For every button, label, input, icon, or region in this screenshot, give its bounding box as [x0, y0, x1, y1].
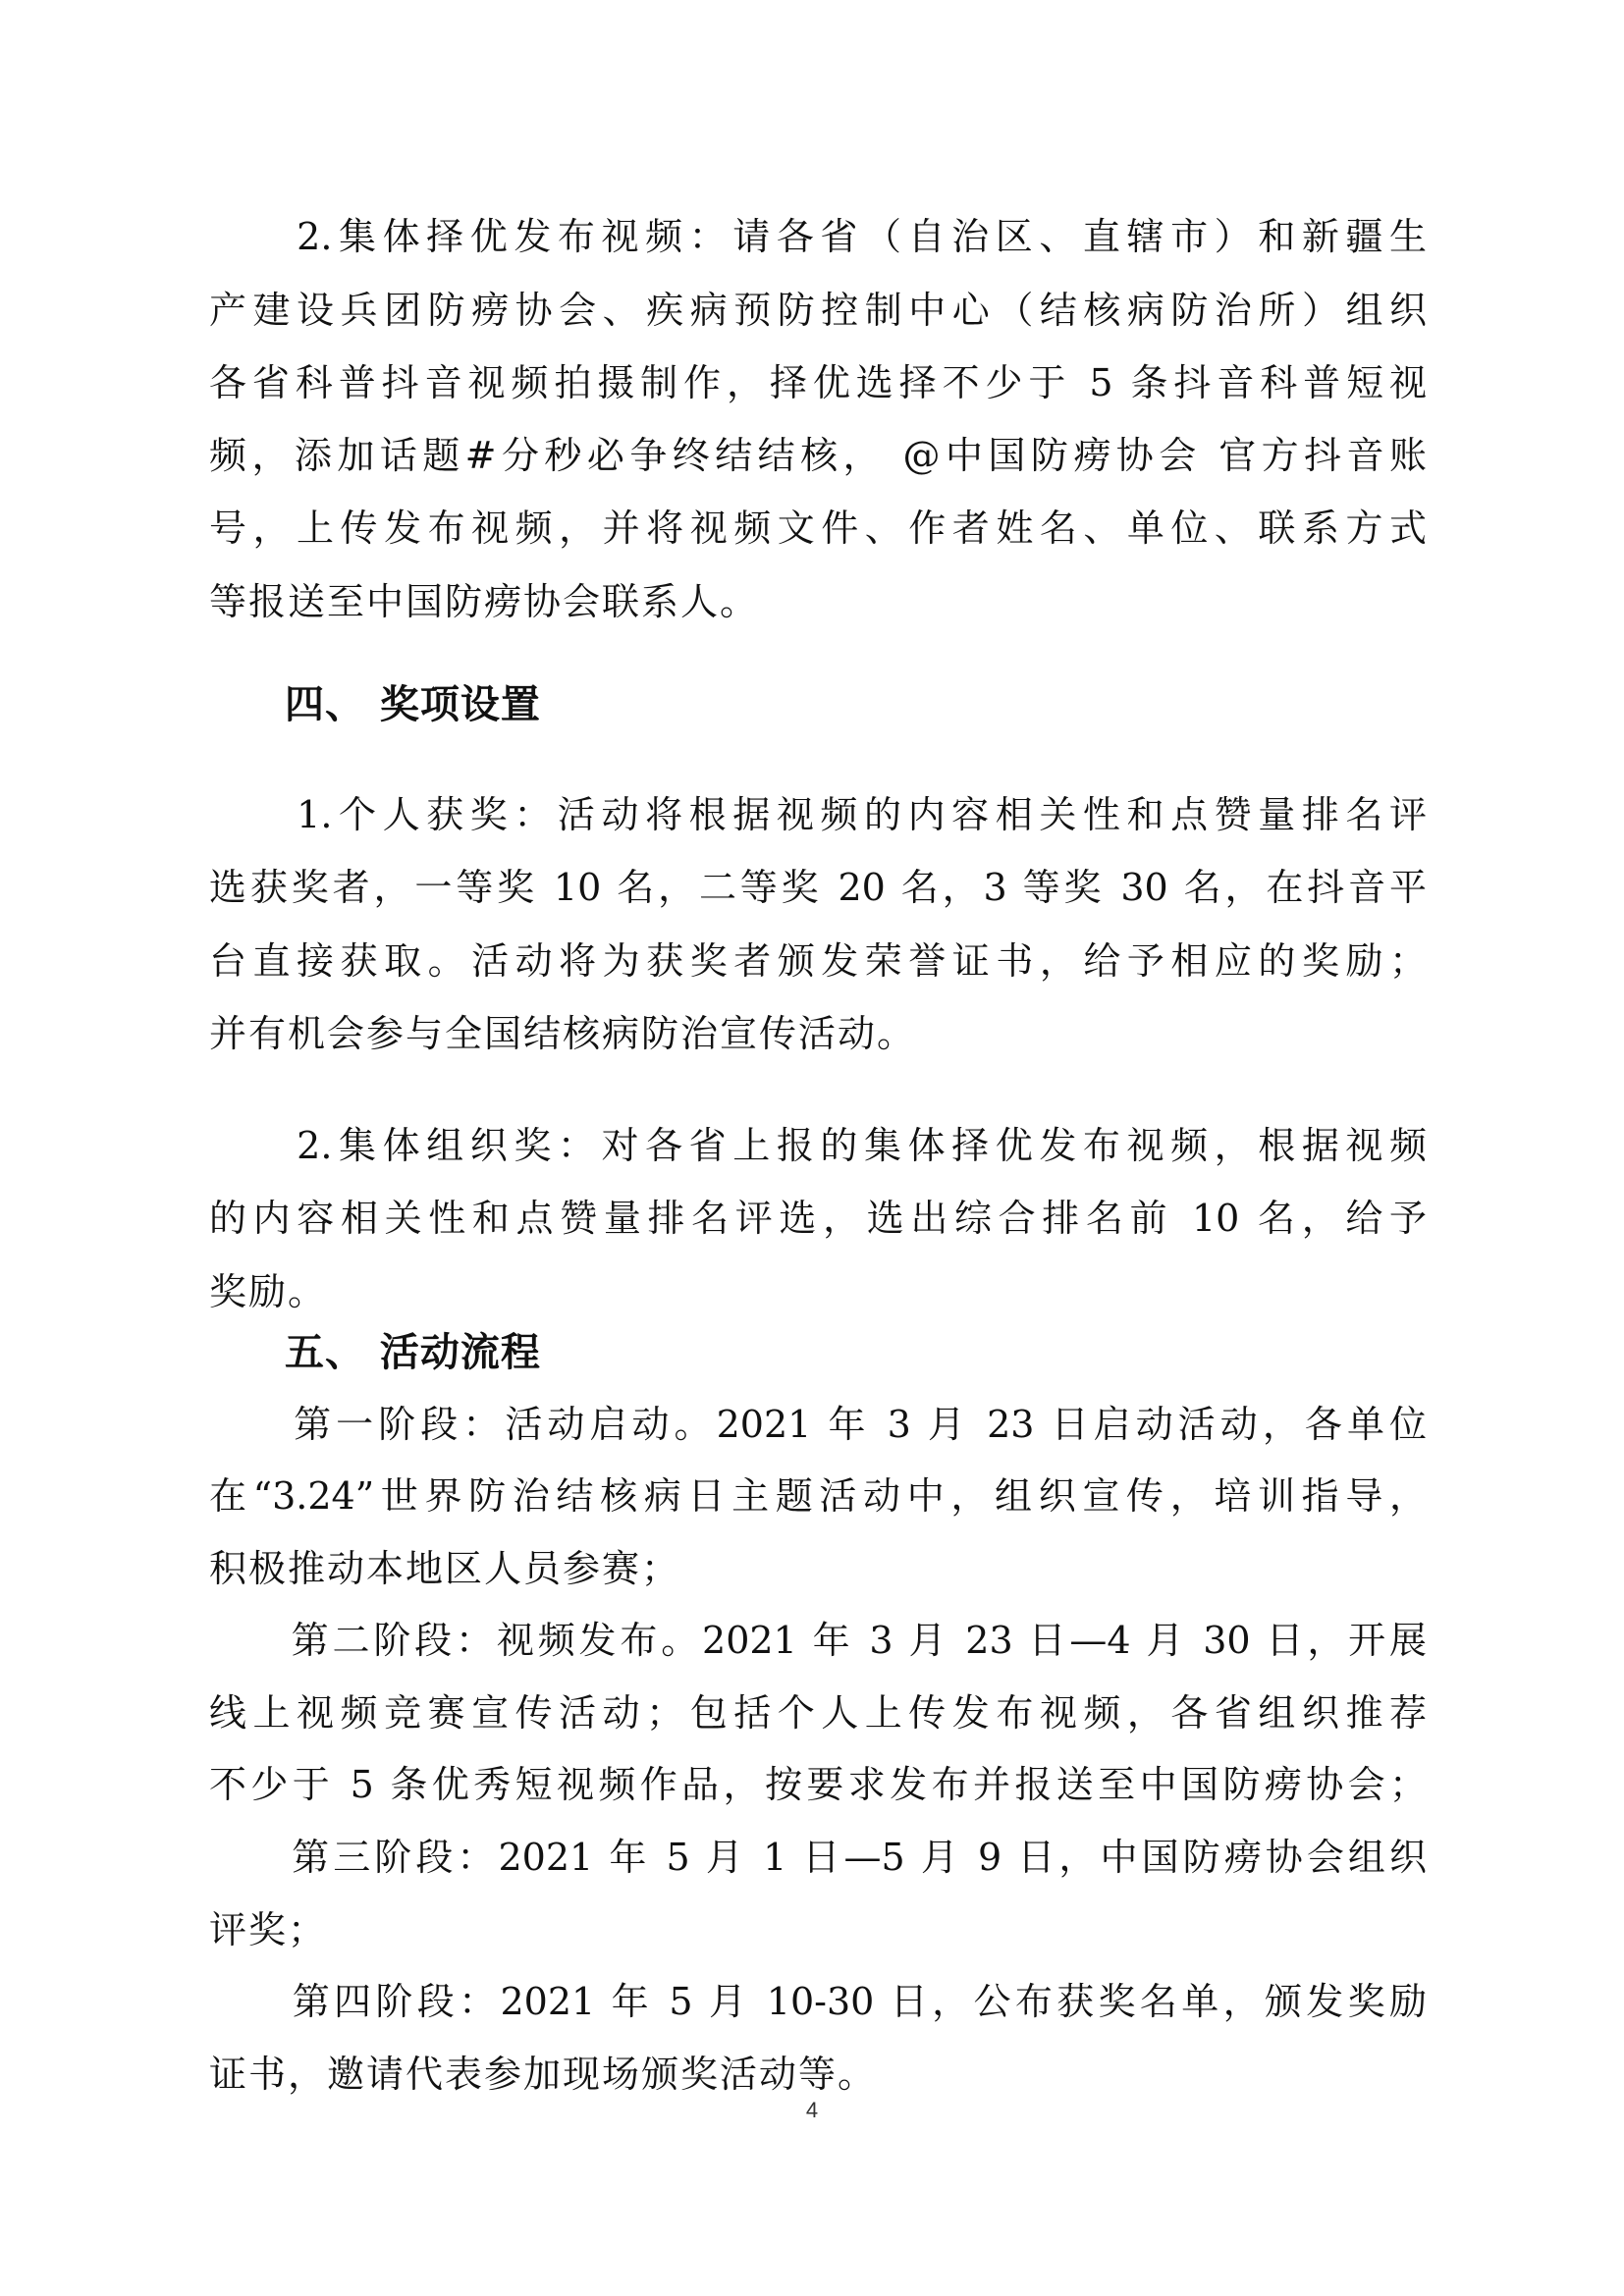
- paragraph-line: 第一阶段：活动启动。2021 年 3 月 23 日启动活动，各单位: [209, 1403, 1427, 1446]
- paragraph-line: 2.集体择优发布视频：请各省（自治区、直辖市）和新疆生: [209, 215, 1427, 258]
- paragraph-line: 等报送至中国防痨协会联系人。: [209, 580, 760, 623]
- paragraph-line: 台直接获取。活动将为获奖者颁发荣誉证书，给予相应的奖励；: [209, 939, 1427, 983]
- page-number: 4: [805, 2098, 819, 2122]
- paragraph-line: 不少于 5 条优秀短视频作品，按要求发布并报送至中国防痨协会；: [209, 1763, 1427, 1806]
- paragraph-line: 证书，邀请代表参加现场颁奖活动等。: [209, 2053, 878, 2096]
- paragraph-line: 号，上传发布视频，并将视频文件、作者姓名、单位、联系方式: [209, 507, 1427, 550]
- paragraph-line: 并有机会参与全国结核病防治宣传活动。: [209, 1012, 917, 1055]
- paragraph-line: 奖励。: [209, 1270, 328, 1313]
- paragraph-line: 第三阶段：2021 年 5 月 1 日—5 月 9 日，中国防痨协会组织: [209, 1836, 1427, 1879]
- paragraph-line: 1.个人获奖：活动将根据视频的内容相关性和点赞量排名评: [209, 793, 1427, 836]
- paragraph-line: 的内容相关性和点赞量排名评选，选出综合排名前 10 名，给予: [209, 1197, 1427, 1240]
- paragraph-line: 第二阶段：视频发布。2021 年 3 月 23 日—4 月 30 日，开展: [209, 1619, 1427, 1662]
- paragraph-line: 选获奖者，一等奖 10 名，二等奖 20 名，3 等奖 30 名，在抖音平: [209, 866, 1427, 909]
- paragraph-line: 2.集体组织奖：对各省上报的集体择优发布视频，根据视频: [209, 1124, 1427, 1167]
- paragraph-line: 产建设兵团防痨协会、疾病预防控制中心（结核病防治所）组织: [209, 289, 1427, 332]
- paragraph-line: 第四阶段：2021 年 5 月 10-30 日，公布获奖名单，颁发奖励: [209, 1980, 1427, 2023]
- section-heading-awards: 四、 奖项设置: [285, 682, 541, 727]
- paragraph-line: 积极推动本地区人员参赛；: [209, 1547, 681, 1590]
- paragraph-line: 评奖；: [209, 1908, 328, 1951]
- paragraph-line: 各省科普抖音视频拍摄制作，择优选择不少于 5 条抖音科普短视: [209, 361, 1427, 404]
- section-heading-process: 五、 活动流程: [285, 1330, 541, 1375]
- paragraph-line: 频，添加话题#分秒必争终结结核， @中国防痨协会 官方抖音账: [209, 434, 1427, 477]
- paragraph-line: 线上视频竞赛宣传活动；包括个人上传发布视频，各省组织推荐: [209, 1691, 1427, 1735]
- paragraph-line: 在“3.24”世界防治结核病日主题活动中，组织宣传，培训指导，: [209, 1474, 1427, 1518]
